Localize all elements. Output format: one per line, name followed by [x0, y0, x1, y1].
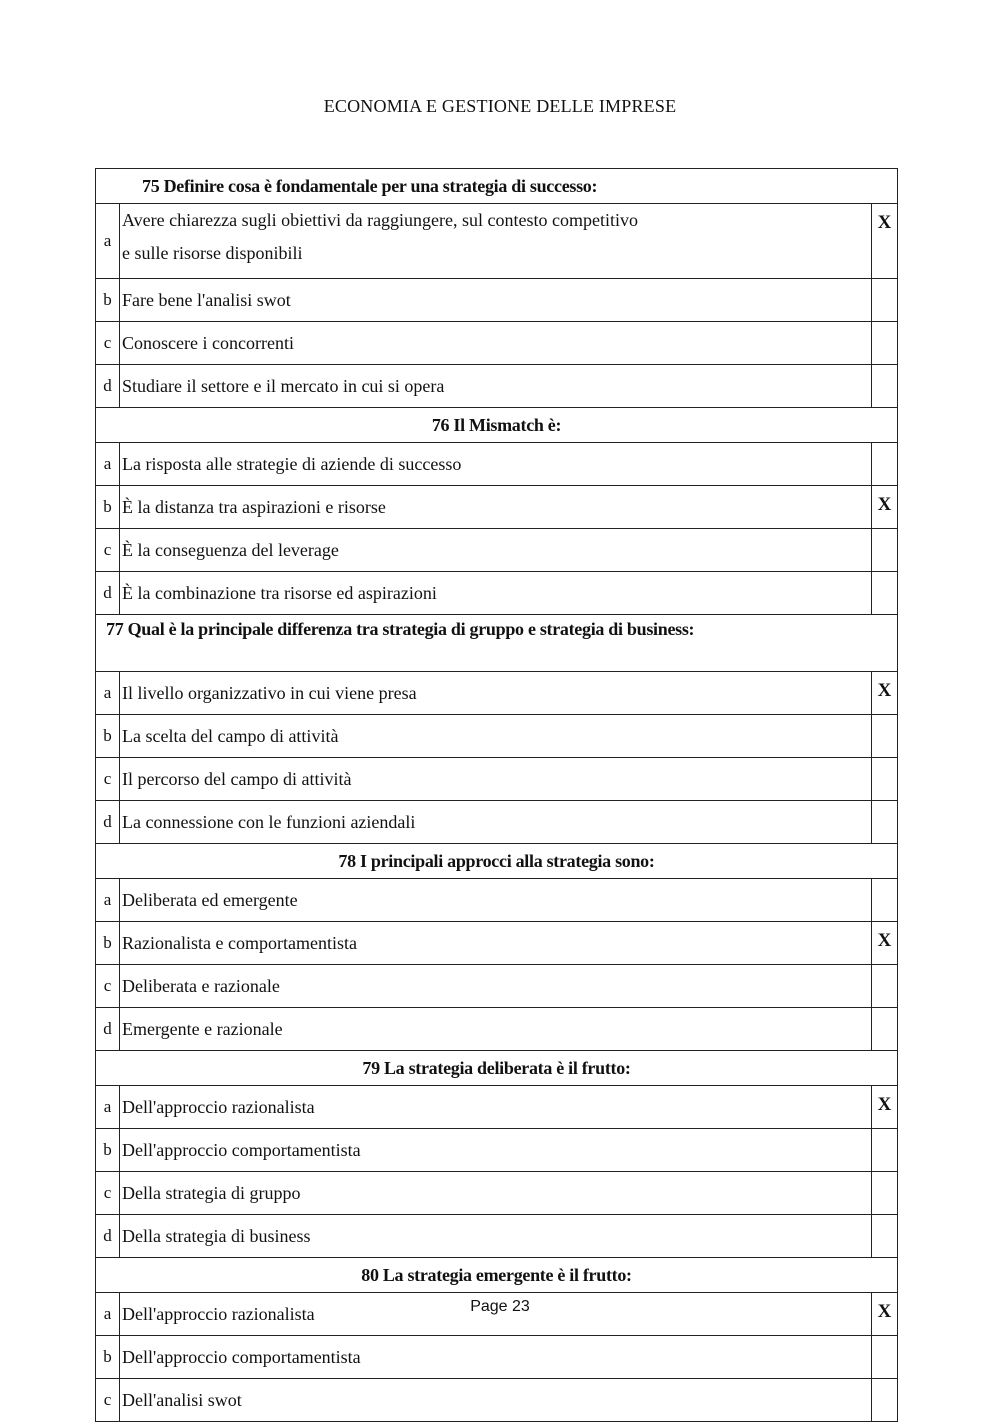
- option-letter: a: [96, 443, 120, 486]
- option-row: [96, 529, 898, 572]
- option-text: Della strategia di gruppo: [120, 1172, 872, 1215]
- correct-mark: [871, 1215, 897, 1258]
- option-letter: d: [96, 801, 120, 844]
- option-row: [96, 365, 898, 408]
- option-letter: d: [96, 365, 120, 408]
- option-text: Emergente e razionale: [120, 1008, 872, 1051]
- option-text: Della strategia di business: [120, 1215, 872, 1258]
- option-letter: b: [96, 922, 120, 965]
- question-row: [96, 1051, 898, 1086]
- question-title: 76 Il Mismatch è:: [96, 408, 898, 443]
- question-title: 80 La strategia emergente è il frutto:: [96, 1258, 898, 1293]
- correct-mark: X: [871, 204, 897, 279]
- option-text: Il livello organizzativo in cui viene presa: [120, 672, 872, 715]
- option-text: Fare bene l'analisi swot: [120, 279, 872, 322]
- option-text: È la combinazione tra risorse ed aspirazioni: [120, 572, 872, 615]
- option-text: La connessione con le funzioni aziendali: [120, 801, 872, 844]
- option-row: [96, 1215, 898, 1258]
- option-letter: a: [96, 204, 120, 279]
- option-row: [96, 1336, 898, 1379]
- option-row: [96, 758, 898, 801]
- correct-mark: [871, 715, 897, 758]
- option-letter: b: [96, 1129, 120, 1172]
- option-row: [96, 1008, 898, 1051]
- question-title: 75 Definire cosa è fondamentale per una strategia di successo:: [96, 169, 898, 204]
- question-title: 77 Qual è la principale differenza tra strategia di gruppo e strategia di business:: [96, 615, 898, 672]
- option-text: Studiare il settore e il mercato in cui si opera: [120, 365, 872, 408]
- option-letter: c: [96, 529, 120, 572]
- option-letter: a: [96, 879, 120, 922]
- question-row: [96, 844, 898, 879]
- option-text-line: Avere chiarezza sugli obiettivi da raggiungere, sul contesto competitivo: [122, 210, 639, 230]
- quiz-table: [95, 168, 898, 1422]
- correct-mark: X: [871, 1293, 897, 1336]
- option-letter: b: [96, 715, 120, 758]
- option-row: [96, 486, 898, 529]
- option-row: [96, 1129, 898, 1172]
- document-title: ECONOMIA E GESTIONE DELLE IMPRESE: [323, 96, 677, 116]
- correct-mark: [871, 1008, 897, 1051]
- option-letter: c: [96, 1172, 120, 1215]
- option-row: [96, 715, 898, 758]
- option-text: È la distanza tra aspirazioni e risorse: [120, 486, 872, 529]
- option-text: La risposta alle strategie di aziende di successo: [120, 443, 872, 486]
- correct-mark: X: [871, 672, 897, 715]
- page-number: Page 23: [470, 1298, 530, 1315]
- option-text: Dell'approccio razionalista: [120, 1293, 872, 1336]
- correct-mark: [871, 365, 897, 408]
- option-text: Deliberata ed emergente: [120, 879, 872, 922]
- correct-mark: [871, 1379, 897, 1422]
- option-row: [96, 879, 898, 922]
- option-row: [96, 922, 898, 965]
- option-row: [96, 801, 898, 844]
- option-letter: d: [96, 572, 120, 615]
- question-title: 79 La strategia deliberata è il frutto:: [96, 1051, 898, 1086]
- option-row: [96, 322, 898, 365]
- question-row: [96, 169, 898, 204]
- correct-mark: [871, 1336, 897, 1379]
- correct-mark: [871, 1129, 897, 1172]
- option-text: Conoscere i concorrenti: [120, 322, 872, 365]
- option-text: Il percorso del campo di attività: [120, 758, 872, 801]
- option-row: [96, 204, 898, 279]
- option-text: Dell'approccio comportamentista: [120, 1129, 872, 1172]
- option-row: [96, 443, 898, 486]
- option-row: [96, 1379, 898, 1422]
- option-letter: a: [96, 1086, 120, 1129]
- correct-mark: X: [871, 1086, 897, 1129]
- option-text: È la conseguenza del leverage: [120, 529, 872, 572]
- question-row: [96, 615, 898, 672]
- option-letter: d: [96, 1008, 120, 1051]
- option-letter: a: [96, 672, 120, 715]
- correct-mark: [871, 801, 897, 844]
- option-letter: b: [96, 1336, 120, 1379]
- correct-mark: [871, 279, 897, 322]
- option-row: [96, 572, 898, 615]
- option-text: Razionalista e comportamentista: [120, 922, 872, 965]
- option-text: Dell'approccio comportamentista: [120, 1336, 872, 1379]
- option-letter: c: [96, 758, 120, 801]
- correct-mark: X: [871, 486, 897, 529]
- correct-mark: [871, 1172, 897, 1215]
- option-letter: a: [96, 1293, 120, 1336]
- option-row: [96, 1172, 898, 1215]
- correct-mark: [871, 529, 897, 572]
- option-row: [96, 279, 898, 322]
- option-letter: b: [96, 279, 120, 322]
- correct-mark: [871, 879, 897, 922]
- option-letter: b: [96, 486, 120, 529]
- option-row: [96, 965, 898, 1008]
- option-text: Deliberata e razionale: [120, 965, 872, 1008]
- option-text: Dell'approccio razionalista: [120, 1086, 872, 1129]
- correct-mark: [871, 758, 897, 801]
- option-letter: c: [96, 965, 120, 1008]
- option-text: La scelta del campo di attività: [120, 715, 872, 758]
- option-text: [120, 204, 872, 279]
- correct-mark: [871, 965, 897, 1008]
- correct-mark: [871, 322, 897, 365]
- correct-mark: [871, 572, 897, 615]
- correct-mark: [871, 443, 897, 486]
- correct-mark: X: [871, 922, 897, 965]
- question-row: [96, 1258, 898, 1293]
- question-row: [96, 408, 898, 443]
- option-letter: d: [96, 1215, 120, 1258]
- option-text: Dell'analisi swot: [120, 1379, 872, 1422]
- option-letter: c: [96, 1379, 120, 1422]
- option-row: [96, 672, 898, 715]
- option-text-line: e sulle risorse disponibili: [122, 243, 303, 263]
- question-title: 78 I principali approcci alla strategia sono:: [96, 844, 898, 879]
- option-row: [96, 1086, 898, 1129]
- option-letter: c: [96, 322, 120, 365]
